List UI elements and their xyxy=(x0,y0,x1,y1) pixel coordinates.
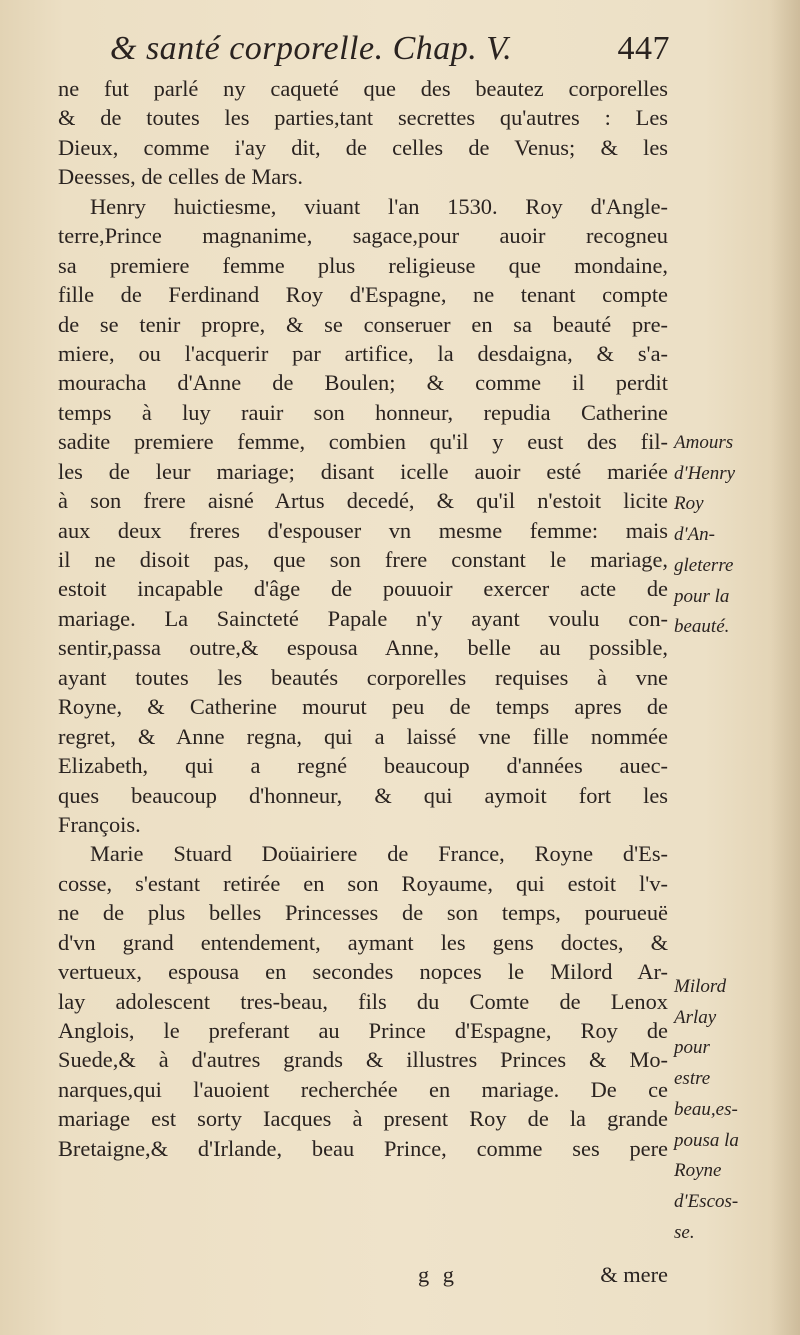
margin-note-line: d'Henry xyxy=(674,462,736,484)
text-line: il ne disoit pas, que son frere constant le mariage, xyxy=(58,547,668,572)
margin-note-line: Milord xyxy=(674,976,727,997)
page-footer xyxy=(58,1262,668,1292)
text-line: ne fut parlé ny caqueté que des beautez corporelles xyxy=(58,76,668,101)
text-line: lay adolescent tres-beau, fils du Comte de Lenox xyxy=(58,988,668,1014)
page-number: 447 xyxy=(617,30,670,67)
margin-note-line: d'Escos- xyxy=(674,1190,739,1212)
body-text xyxy=(58,74,668,1163)
text-line: temps à luy rauir son honneur, repudia Catherine xyxy=(58,399,668,425)
margin-note-line: se. xyxy=(674,1221,695,1243)
text-line: sentir,passa outre,& espousa Anne, belle au possible, xyxy=(58,635,668,661)
signature-mark: g g xyxy=(418,1262,458,1287)
text-line: sa premiere femme plus religieuse que mondaine, xyxy=(58,252,668,278)
margin-note-line: Roy xyxy=(674,493,704,515)
text-line: Bretaigne,& d'Irlande, beau Prince, comme ses pere xyxy=(58,1135,668,1161)
text-line: ques beaucoup d'honneur, & qui aymoit fort les xyxy=(58,782,668,808)
text-line: ne de plus belles Princesses de son temps, pourueuë xyxy=(58,900,668,926)
text-line: Dieux, comme i'ay dit, de celles de Venus; & les xyxy=(58,134,668,160)
margin-note-line: pour la xyxy=(674,585,730,607)
margin-note-milord xyxy=(674,972,784,1248)
text-line: fille de Ferdinand Roy d'Espagne, ne tenant compte xyxy=(58,282,668,308)
text-line: mariage est sorty Iacques à present Roy de la grande xyxy=(58,1106,668,1132)
margin-note-line: Amours xyxy=(674,432,734,453)
margin-note-line: d'An- xyxy=(674,524,715,546)
text-line: cosse, s'estant retirée en son Royaume, qui estoit l'v- xyxy=(58,870,668,896)
margin-note-henry xyxy=(674,428,784,643)
margin-note-line: gleterre xyxy=(674,554,734,576)
text-line: de se tenir propre, & se conseruer en sa beauté pre- xyxy=(58,311,668,337)
text-line: vertueux, espousa en secondes nopces le Milord Ar- xyxy=(58,959,668,985)
text-line: Henry huictiesme, viuant l'an 1530. Roy d'Angle- xyxy=(90,193,668,219)
text-line: Elizabeth, qui a regné beaucoup d'années auec- xyxy=(58,753,668,779)
text-line: Deesses, de celles de Mars. xyxy=(58,164,303,190)
margin-note-line: pour xyxy=(674,1037,710,1059)
text-line: Marie Stuard Doüairiere de France, Royne d'Es- xyxy=(90,841,668,867)
text-line: mariage. La Saincteté Papale n'y ayant voulu con- xyxy=(58,605,668,631)
text-line: Suede,& à d'autres grands & illustres Princes & Mo- xyxy=(58,1047,668,1073)
text-line: terre,Prince magnanime, sagace,pour auoir recogneu xyxy=(58,223,668,249)
text-line: sadite premiere femme, combien qu'il y eust des fil- xyxy=(58,429,668,455)
text-line: regret, & Anne regna, qui a laissé vne fille nommée xyxy=(58,723,668,749)
text-line: & de toutes les parties,tant secrettes qu'autres : Les xyxy=(58,105,668,131)
text-line: aux deux freres d'espouser vn mesme femme: mais xyxy=(58,517,668,543)
text-line: Anglois, le preferant au Prince d'Espagne, Roy de xyxy=(58,1018,668,1043)
text-line: les de leur mariage; disant icelle auoir esté mariée xyxy=(58,458,668,484)
text-line: narques,qui l'auoient recherchée en mariage. De ce xyxy=(58,1076,668,1102)
text-line: estoit incapable d'âge de pouuoir exercer acte de xyxy=(58,576,668,602)
text-line: François. xyxy=(58,811,141,837)
margin-note-line: Royne xyxy=(674,1160,722,1182)
text-line: ayant toutes les beautés corporelles requises à vne xyxy=(58,664,668,690)
margin-note-line: estre xyxy=(674,1068,711,1090)
catchword: & mere xyxy=(600,1262,668,1287)
running-title: & santé corporelle. Chap. V. xyxy=(110,30,513,67)
text-line: à son frere aisné Artus decedé, & qu'il n'estoit licite xyxy=(58,488,668,514)
text-line: miere, ou l'acquerir par artifice, la desdaigna, & s'a- xyxy=(58,340,668,366)
text-line: d'vn grand entendement, aymant les gens doctes, & xyxy=(58,929,668,955)
text-line: mouracha d'Anne de Boulen; & comme il perdit xyxy=(58,370,668,396)
margin-note-line: pousa la xyxy=(674,1129,739,1151)
margin-note-line: Arlay xyxy=(674,1006,717,1028)
text-line: Royne, & Catherine mourut peu de temps apres de xyxy=(58,694,668,720)
margin-note-line: beauté. xyxy=(674,616,730,638)
page-header xyxy=(110,30,670,70)
margin-note-line: beau,es- xyxy=(674,1098,738,1120)
